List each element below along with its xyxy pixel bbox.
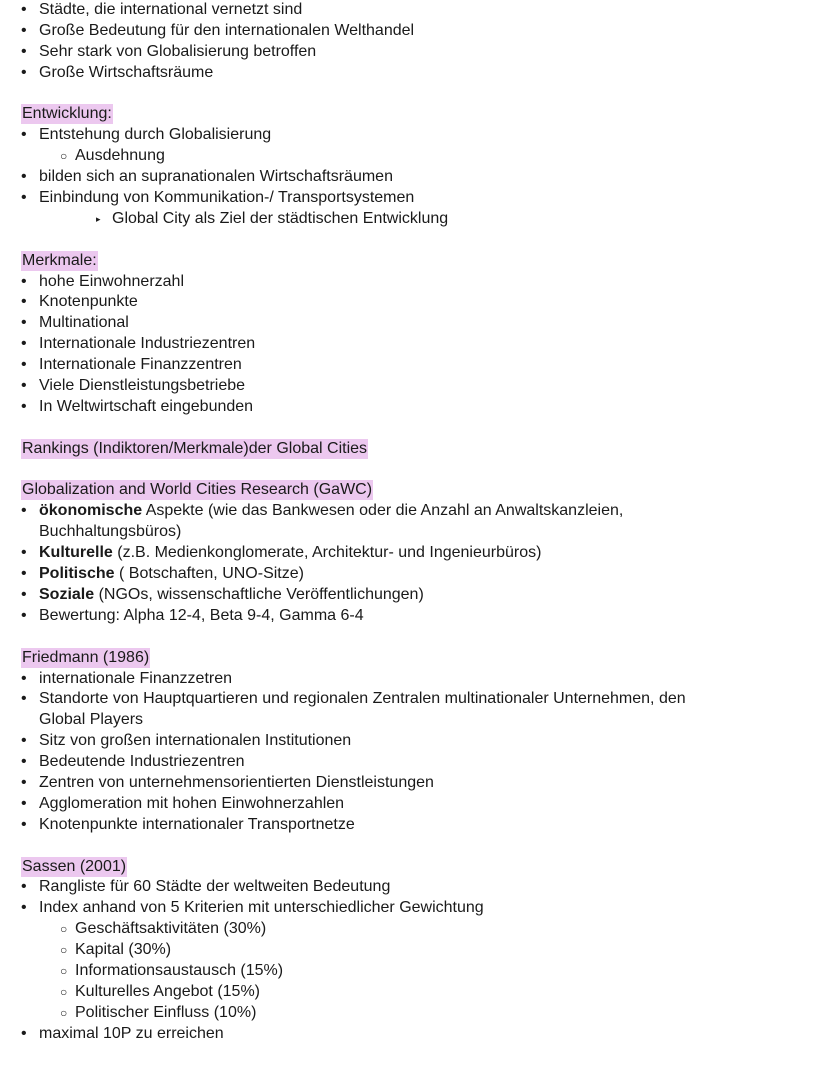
list-item: • Standorte von Hauptquartieren und regionalen Zentralen multinationaler Unternehmen, den — [21, 690, 686, 708]
list-item: • Entstehung durch Globalisierung — [21, 126, 272, 144]
list-item: • Multinational — [21, 314, 129, 332]
list-item: • Große Bedeutung für den internationalen Welthandel — [21, 21, 415, 39]
list-item: • Viele Dienstleistungsbetriebe — [21, 377, 246, 395]
list-item: • Zentren von unternehmensorientierten Dienstleistungen — [21, 773, 434, 791]
list-item-continuation: Buchhaltungsbüros) — [39, 523, 182, 541]
list-item: • hohe Einwohnerzahl — [21, 272, 184, 290]
list-item: • Internationale Finanzzentren — [21, 356, 242, 374]
list-item: • In Weltwirtschaft eingebunden — [21, 397, 254, 415]
list-item: • Einbindung von Kommunikation-/ Transportsystemen — [21, 189, 415, 207]
list-item: • Agglomeration mit hohen Einwohnerzahlen — [21, 794, 345, 812]
section-heading-friedmann: Friedmann (1986) — [22, 648, 150, 666]
list-item: • Bedeutende Industriezentren — [21, 753, 245, 771]
list-item: ○ Kapital (30%) — [60, 941, 172, 959]
list-item: ▸ Global City als Ziel der städtischen Entwicklung — [96, 209, 449, 227]
list-item: • Soziale (NGOs, wissenschaftliche Veröffentlichungen) — [21, 585, 424, 603]
section-heading-rankings: Rankings (Indiktoren/Merkmale)der Global Cities — [22, 439, 368, 457]
section-heading-entwicklung: Entwicklung: — [22, 105, 112, 123]
list-item: • ökonomische Aspekte (wie das Bankwesen oder die Anzahl an Anwaltskanzleien, — [21, 502, 624, 520]
list-item: • Bewertung: Alpha 12-4, Beta 9-4, Gamma 6-4 — [21, 606, 364, 624]
list-item: • maximal 10P zu erreichen — [21, 1024, 224, 1042]
list-item: • Sitz von großen internationalen Institutionen — [21, 732, 352, 750]
list-item: • Internationale Industriezentren — [21, 335, 256, 353]
list-item: • Große Wirtschaftsräume — [21, 63, 214, 81]
list-item: • Sehr stark von Globalisierung betroffen — [21, 42, 317, 60]
section-heading-sassen: Sassen (2001) — [22, 857, 127, 875]
list-item: • Städte, die international vernetzt sind — [21, 1, 303, 18]
list-item-continuation: Global Players — [39, 711, 144, 729]
list-item: ○ Ausdehnung — [60, 147, 165, 165]
list-item: • Index anhand von 5 Kriterien mit unterschiedlicher Gewichtung — [21, 899, 484, 917]
list-item: • Rangliste für 60 Städte der weltweiten Bedeutung — [21, 878, 391, 896]
list-item: • Politische ( Botschaften, UNO-Sitze) — [21, 565, 304, 583]
list-item: • internationale Finanzzetren — [21, 669, 233, 687]
list-item: ○ Geschäftsaktivitäten (30%) — [60, 920, 267, 938]
list-item: ○ Politischer Einfluss (10%) — [60, 1003, 257, 1021]
list-item: ○ Kulturelles Angebot (15%) — [60, 982, 260, 1000]
section-heading-gawc: Globalization and World Cities Research (GaWC) — [22, 481, 373, 499]
list-item: • Kulturelle (z.B. Medienkonglomerate, Architektur- und Ingenieurbüros) — [21, 544, 542, 562]
section-heading-merkmale: Merkmale: — [22, 251, 97, 269]
list-item: • Knotenpunkte internationaler Transportnetze — [21, 815, 355, 833]
list-item: ○ Informationsaustausch (15%) — [60, 961, 284, 979]
list-item: • Knotenpunkte — [21, 293, 138, 311]
list-item: • bilden sich an supranationalen Wirtschaftsräumen — [21, 168, 393, 186]
